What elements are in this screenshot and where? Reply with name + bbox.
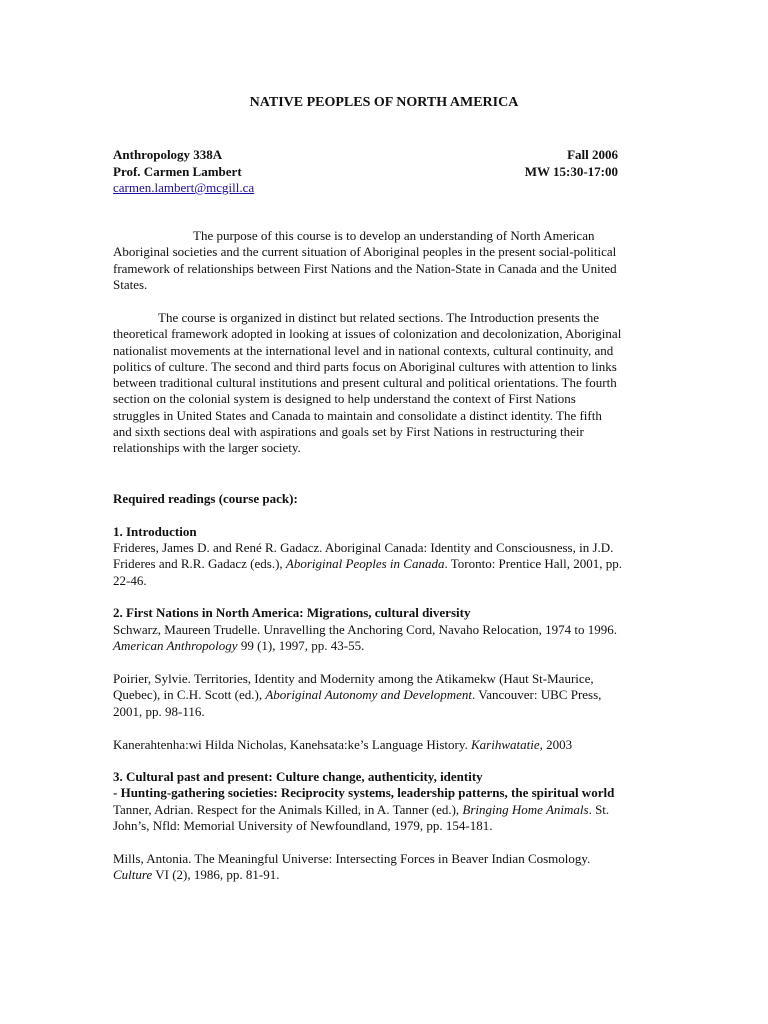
document-title: NATIVE PEOPLES OF NORTH AMERICA: [249, 95, 519, 110]
section-heading: 2. First Nations in North America: Migrations, cultural diversity: [113, 605, 471, 620]
reference-text: . Toronto: Prentice Hall, 2001, pp.: [444, 556, 623, 572]
section-heading: 1. Introduction: [113, 524, 197, 539]
reference-text: Tanner, Adrian. Respect for the Animals Killed, in A. Tanner (ed.),: [113, 802, 463, 817]
reference-line: [113, 638, 655, 654]
organization-line: section on the colonial system is designed to help understand the context of First Nations: [113, 391, 576, 407]
reference-entry: [113, 622, 655, 655]
reference-title: Culture: [113, 867, 153, 883]
reference-text: . St.: [588, 802, 610, 817]
purpose-line: The purpose of this course is to develop an understanding of North American: [193, 228, 595, 243]
reference-title: Karihwatatie: [470, 737, 540, 752]
reference-entry: [113, 851, 655, 884]
course-schedule: MW 15:30-17:00: [524, 164, 618, 179]
reference-line: Schwarz, Maureen Trudelle. Unravelling the Anchoring Cord, Navaho Relocation, 1974 to 1996.: [113, 622, 618, 637]
reference-title: American Anthropology: [113, 638, 238, 654]
reference-title: Bringing Home Animals: [462, 802, 589, 817]
reference-line: John’s, Nfld: Memorial University of Newfoundland, 1979, pp. 154-181.: [113, 818, 493, 834]
reference-text: 99 (1), 1997, pp. 43-55.: [237, 638, 365, 654]
reference-title: Aboriginal Autonomy and Development: [265, 687, 473, 703]
reference-line: [113, 802, 655, 818]
organization-line: between traditional cultural institutions and present cultural and political orientations. The fourth: [113, 375, 617, 391]
course-code: Anthropology 338A: [113, 147, 223, 162]
readings-heading: Required readings (course pack):: [113, 491, 298, 506]
reference-line: [113, 687, 655, 703]
organization-line: struggles in United States and Canada to maintain and consolidate a distinct identity. The fifth: [113, 407, 602, 423]
section-subheading: - Hunting-gathering societies: Reciprocity systems, leadership patterns, the spiritual world: [113, 785, 615, 800]
organization-line: and sixth sections deal with aspirations and goals set by First Nations in restructuring their: [113, 424, 584, 440]
purpose-line: framework of relationships between First Nations and the Nation-State in Canada and the United: [113, 260, 617, 276]
reference-line: Poirier, Sylvie. Territories, Identity and Modernity among the Atikamekw (Haut St-Maurice,: [113, 671, 594, 686]
reference-text: Quebec), in C.H. Scott (ed.),: [113, 687, 266, 703]
reference-text: Kanerahtenha:wi Hilda Nicholas, Kanehsata:ke’s Language History.: [113, 737, 471, 752]
section-heading: 3. Cultural past and present: Culture change, authenticity, identity: [113, 769, 483, 784]
reference-line: Mills, Antonia. The Meaningful Universe: Intersecting Forces in Beaver Indian Cosmology.: [113, 851, 591, 866]
reference-entry: [113, 802, 655, 835]
reference-line: 22-46.: [113, 572, 147, 588]
reference-entry: [113, 540, 655, 589]
purpose-paragraph: [113, 228, 655, 293]
organization-line: relationships with the larger society.: [113, 440, 301, 456]
reference-line: [113, 867, 655, 883]
reference-text: Frideres and R.R. Gadacz (eds.),: [113, 556, 286, 572]
purpose-line: States.: [113, 276, 148, 292]
organization-line: politics of culture. The second and third parts focus on Aboriginal cultures with attention to links: [113, 358, 617, 374]
reference-text: , 2003: [539, 737, 573, 752]
professor-name: Prof. Carmen Lambert: [113, 164, 242, 179]
organization-line: The course is organized in distinct but related sections. The Introduction presents the: [158, 310, 600, 325]
reference-line: 2001, pp. 98-116.: [113, 703, 205, 719]
organization-paragraph: [113, 310, 655, 457]
organization-line: nationalist movements at the international level and in national contexts, cultural continuity, and: [113, 342, 614, 358]
reference-line: [113, 556, 655, 572]
organization-line: theoretical framework adopted in looking at issues of colonization and decolonization, Aboriginal: [113, 326, 622, 342]
reference-entry: [113, 737, 655, 753]
reference-text: VI (2), 1986, pp. 81-91.: [152, 867, 280, 883]
reference-line: [113, 737, 655, 753]
reference-text: . Vancouver: UBC Press,: [472, 687, 602, 703]
reference-entry: [113, 671, 655, 720]
purpose-line: Aboriginal societies and the current situation of Aboriginal peoples in the present social-political: [113, 244, 617, 260]
reference-title: Aboriginal Peoples in Canada: [285, 556, 445, 572]
email-link[interactable]: carmen.lambert@mcgill.ca: [113, 180, 255, 195]
course-term: Fall 2006: [567, 147, 618, 162]
reference-line: Frideres, James D. and René R. Gadacz. Aboriginal Canada: Identity and Consciousness, in J.D.: [113, 540, 614, 555]
